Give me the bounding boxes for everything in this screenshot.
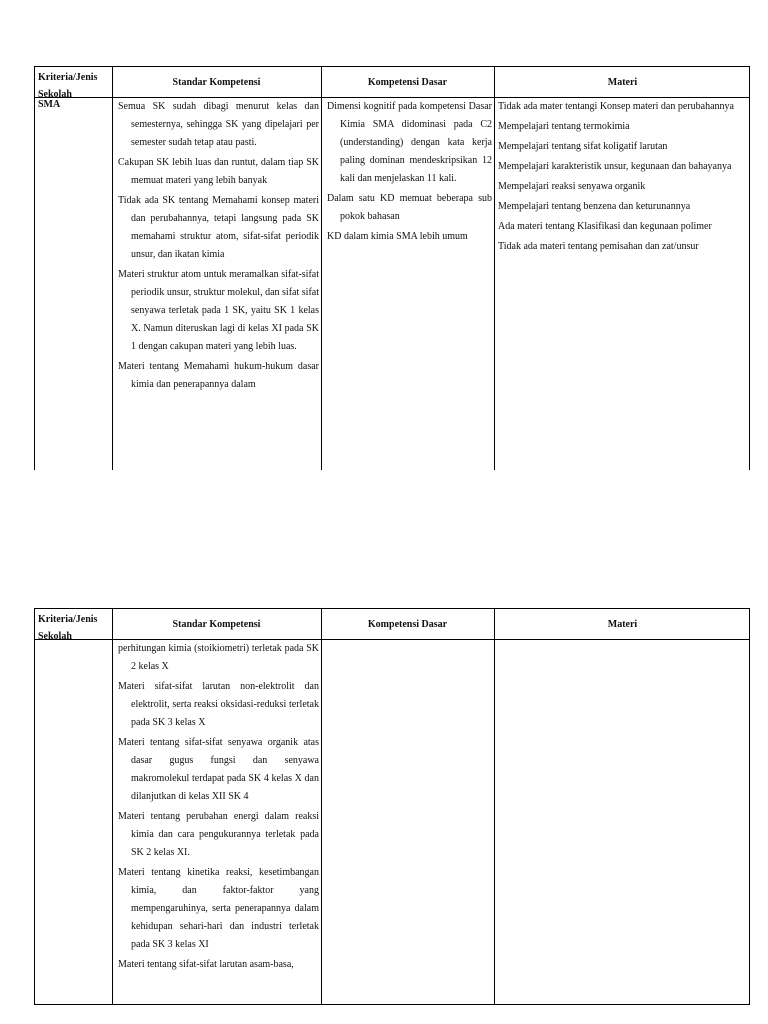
table-header bbox=[35, 67, 749, 98]
table-2 bbox=[34, 608, 750, 1005]
kompetensi-dasar-item: Dalam satu KD memuat beberapa sub pokok bahasan bbox=[327, 193, 492, 222]
standar-kompetensi-item: Materi struktur atom untuk meramalkan sifat-sifat periodik unsur, struktur molekul, dan sifat sifat senyawa terletak pada 1 SK, yaitu SK 1 kelas X. Namun diteruskan lagi di kelas XI pada SK 1 dengan cakupan materi yang lebih luas. bbox=[118, 269, 319, 352]
materi-item: Tidak ada materi tentang pemisahan dan zat/unsur bbox=[498, 241, 699, 252]
header-kriteria: Kriteria/Jenis Sekolah bbox=[38, 72, 98, 100]
materi-item: Mempelajari tentang sifat koligatif larutan bbox=[498, 141, 668, 152]
standar-kompetensi-item: Cakupan SK lebih luas dan runtut, dalam tiap SK memuat materi yang lebih banyak bbox=[118, 157, 319, 186]
kompetensi-dasar-item: Dimensi kognitif pada kompetensi Dasar Kimia SMA didominasi pada C2 (understanding) dengan kata kerja paling dominan mendeskripsikan 12 kali dan menjelaskan 11 kali. bbox=[327, 101, 492, 184]
header-kompetensi-dasar: Kompetensi Dasar bbox=[367, 76, 448, 88]
kompetensi-dasar-cell bbox=[322, 98, 494, 470]
standar-kompetensi-item: Materi tentang sifat-sifat larutan asam-basa, bbox=[118, 959, 294, 970]
standar-kompetensi-item: Materi tentang Memahami hukum-hukum dasar kimia dan penerapannya dalam bbox=[118, 361, 319, 390]
kompetensi-dasar-item: KD dalam kimia SMA lebih umum bbox=[327, 231, 468, 242]
materi-item: Mempelajari tentang termokimia bbox=[498, 121, 630, 132]
row-label-sma: SMA bbox=[38, 99, 61, 110]
header-kompetensi-dasar: Kompetensi Dasar bbox=[367, 618, 448, 630]
materi-item: Mempelajari reaksi senyawa organik bbox=[498, 181, 646, 192]
materi-item: Mempelajari karakteristik unsur, kegunaan dan bahayanya bbox=[498, 161, 732, 172]
standar-kompetensi-cell bbox=[113, 640, 321, 1004]
header-kriteria: Kriteria/Jenis Sekolah bbox=[38, 614, 98, 642]
header-standar-kompetensi: Standar Kompetensi bbox=[172, 618, 261, 630]
header-materi: Materi bbox=[607, 618, 638, 630]
materi-item: Tidak ada mater tentangi Konsep materi dan perubahannya bbox=[498, 101, 734, 112]
table-header bbox=[35, 609, 749, 640]
materi-cell bbox=[495, 98, 751, 470]
standar-kompetensi-item: Materi tentang perubahan energi dalam reaksi kimia dan cara pengukurannya terletak pada SK 2 kelas XI. bbox=[118, 811, 319, 858]
standar-kompetensi-item: perhitungan kimia (stoikiometri) terletak pada SK 2 kelas X bbox=[118, 643, 319, 672]
standar-kompetensi-item: Tidak ada SK tentang Memahami konsep materi dan perubahannya, tetapi langsung pada SK memahami struktur atom, sifat-sifat periodik unsur, dan ikatan kimia bbox=[118, 195, 319, 260]
standar-kompetensi-item: Materi tentang kinetika reaksi, kesetimbangan kimia, dan faktor-faktor yang mempengaruhinya, serta penerapannya dalam kehidupan sehari-hari dan industri terletak pada SK 3 kelas XI bbox=[118, 867, 319, 950]
header-materi: Materi bbox=[607, 76, 638, 88]
materi-item: Ada materi tentang Klasifikasi dan kegunaan polimer bbox=[498, 221, 712, 232]
standar-kompetensi-item: Semua SK sudah dibagi menurut kelas dan semesternya, sehingga SK yang dipelajari per semester sudah tetap atau pasti. bbox=[118, 101, 319, 148]
materi-item: Mempelajari tentang benzena dan keturunannya bbox=[498, 201, 691, 212]
standar-kompetensi-item: Materi sifat-sifat larutan non-elektrolit dan elektrolit, serta reaksi oksidasi-reduksi terletak pada SK 3 kelas X bbox=[118, 681, 319, 728]
standar-kompetensi-item: Materi tentang sifat-sifat senyawa organik atas dasar gugus fungsi dan senyawa makromolekul terdapat pada SK 4 kelas X dan dilanjutkan di kelas XII SK 4 bbox=[118, 737, 319, 802]
standar-kompetensi-cell bbox=[113, 98, 321, 470]
header-standar-kompetensi: Standar Kompetensi bbox=[172, 76, 261, 88]
table-1 bbox=[34, 66, 750, 470]
